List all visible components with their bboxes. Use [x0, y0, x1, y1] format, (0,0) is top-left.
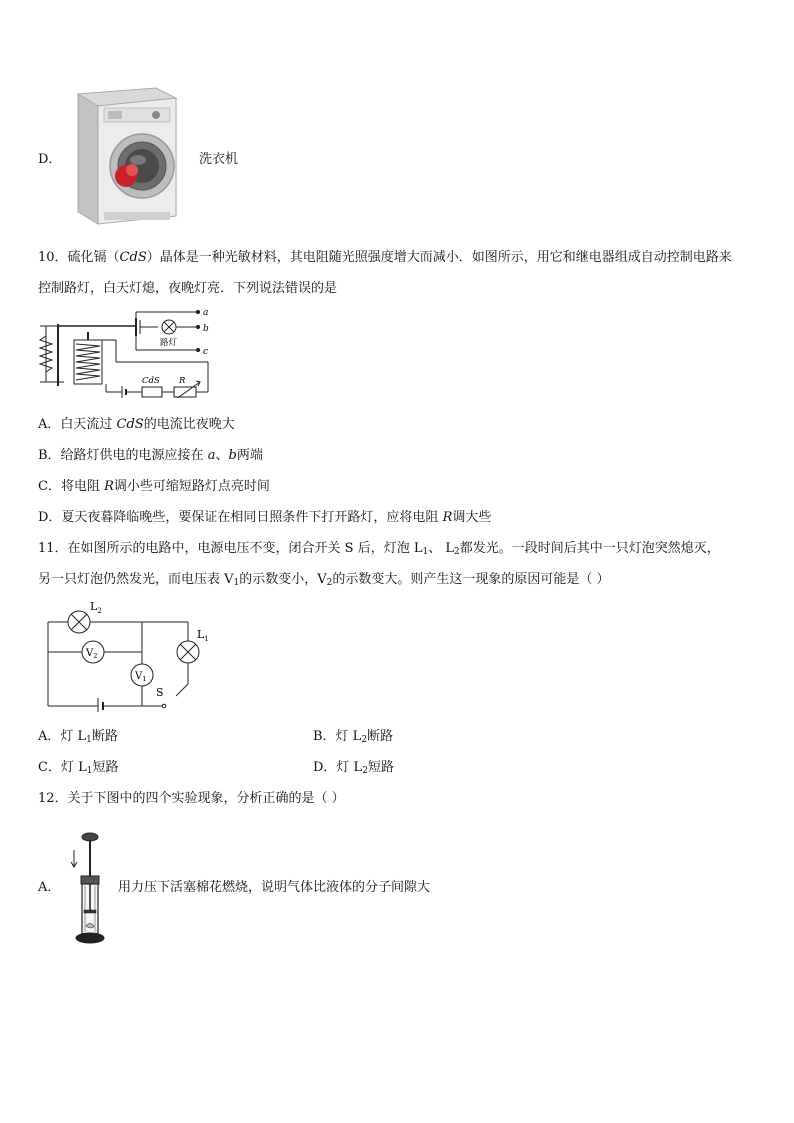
air-compression-cylinder-image — [64, 830, 108, 946]
q11-option-b[interactable] — [313, 728, 393, 749]
option-text: 、 — [215, 448, 229, 463]
option-text: C．灯 L — [38, 760, 87, 775]
subscript: 2 — [362, 766, 368, 776]
l1-letter: L — [197, 628, 205, 641]
v1-label — [134, 671, 146, 683]
option-text: D．夏天夜暮降临晚些，要保证在相同日照条件下打开路灯，应将电阻 — [38, 510, 439, 525]
terminal-b-label: b — [203, 324, 209, 334]
q11-stem-line2 — [38, 571, 610, 592]
option-text: A．灯 L — [38, 729, 87, 744]
subscript: 1 — [233, 578, 240, 588]
option-text: 短路 — [92, 760, 119, 775]
v2-letter: V — [86, 648, 94, 659]
q10-option-c[interactable] — [38, 478, 270, 496]
l2-label — [90, 600, 102, 615]
q10-stem-line2: 控制路灯，白天灯熄，夜晚灯亮．下列说法错误的是 — [38, 281, 338, 296]
option-text: A．白天流过 — [38, 417, 113, 432]
q12-stem: 12．关于下图中的四个实验现象，分析正确的是（ ） — [38, 791, 345, 806]
relay-circuit-diagram — [36, 302, 216, 398]
terminal-c-label: c — [203, 347, 209, 357]
option-d-text: 洗衣机 — [199, 152, 239, 167]
v1-subscript: 1 — [142, 675, 147, 683]
washing-machine-image — [64, 84, 184, 232]
subscript: 1 — [422, 547, 429, 557]
option-text: 调大些 — [452, 510, 492, 525]
l1-subscript: 1 — [204, 635, 209, 643]
q10-stem-part: 10．硫化镉（ — [38, 250, 120, 265]
l2-subscript: 2 — [97, 607, 102, 615]
q11-stem-part: 另一只灯泡仍然发光，而电压表 V — [38, 572, 234, 587]
v2-label — [85, 648, 97, 660]
q10-stem-line1 — [38, 249, 732, 267]
q11-option-d[interactable] — [313, 759, 394, 780]
option-text: 断路 — [367, 729, 394, 744]
lamp-voltmeter-circuit-diagram — [40, 598, 220, 712]
subscript: 2 — [453, 547, 460, 557]
q10-stem-part: ）晶体是一种光敏材料，其电阻随光照强度增大而减小．如图所示，用它和继电器组成自动控制电路来 — [146, 250, 732, 265]
q10-option-b[interactable] — [38, 447, 263, 465]
option-d-label: D． — [38, 152, 62, 167]
l2-letter: L — [90, 600, 98, 613]
cds-term: CdS — [116, 417, 144, 432]
variable-resistor-label: R — [179, 376, 186, 386]
v2-subscript: 2 — [93, 652, 98, 660]
q11-stem-part: 、 L — [428, 541, 454, 556]
option-text: B．给路灯供电的电源应接在 — [38, 448, 204, 463]
q11-stem-part: 的示数变大。则产生这一现象的原因可能是（ ） — [332, 572, 610, 587]
subscript: 2 — [326, 578, 333, 588]
subscript: 1 — [86, 766, 93, 776]
q11-option-a[interactable] — [38, 728, 118, 749]
q11-stem-part: 的示数变小，V — [239, 572, 327, 587]
option-text: 调小些可缩短路灯点亮时间 — [113, 479, 270, 494]
option-text: C．将电阻 — [38, 479, 100, 494]
q10-option-a[interactable] — [38, 416, 235, 434]
option-text: B．灯 L — [313, 729, 362, 744]
street-lamp-label: 路灯 — [160, 338, 178, 348]
cds-resistor-label: CdS — [142, 376, 160, 386]
q12-option-a-label: A． — [38, 880, 61, 895]
terminal-a-ref: a — [207, 448, 216, 463]
cds-term: CdS — [119, 250, 147, 265]
q11-stem-line1 — [38, 540, 720, 561]
terminal-b-ref: b — [228, 448, 237, 463]
option-text: D．灯 L — [313, 760, 363, 775]
option-text: 两端 — [236, 448, 263, 463]
option-text: 的电流比夜晚大 — [143, 417, 235, 432]
l1-label — [197, 628, 209, 643]
switch-label: S — [156, 686, 164, 699]
q12-option-a-text: 用力压下活塞棉花燃烧，说明气体比液体的分子间隙大 — [118, 880, 431, 895]
option-text: 断路 — [91, 729, 118, 744]
subscript: 2 — [361, 735, 368, 745]
resistor-ref: R — [442, 510, 453, 525]
option-text: 短路 — [367, 760, 394, 775]
q10-option-d[interactable] — [38, 509, 491, 527]
v1-letter: V — [135, 671, 143, 682]
q11-stem-part: 11．在如图所示的电路中，电源电压不变，闭合开关 S 后，灯泡 L — [38, 541, 423, 556]
q11-stem-part: 都发光。一段时间后其中一只灯泡突然熄灭， — [459, 541, 720, 556]
terminal-a-label: a — [203, 308, 209, 318]
resistor-ref: R — [104, 479, 114, 494]
q11-option-c[interactable] — [38, 759, 118, 780]
subscript: 1 — [86, 735, 92, 745]
